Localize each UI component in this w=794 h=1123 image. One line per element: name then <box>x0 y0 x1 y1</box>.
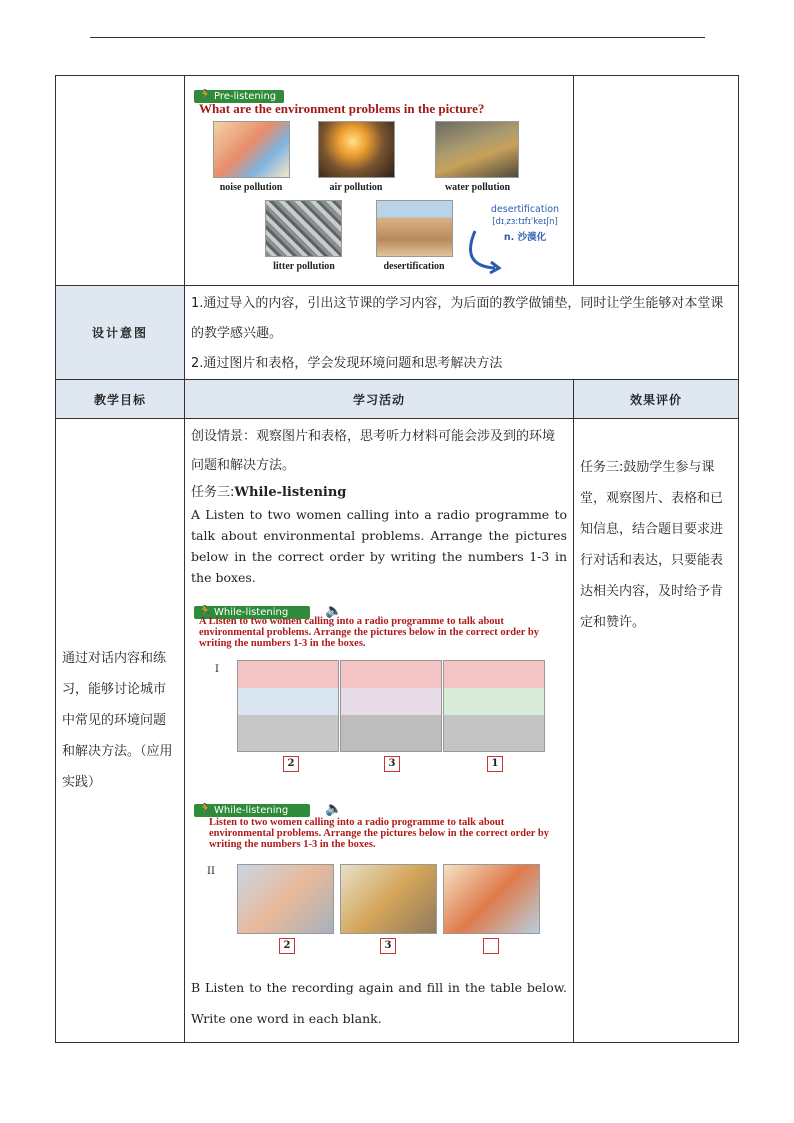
slide2-roman: I <box>215 664 219 675</box>
answer-box: 3 <box>384 756 400 772</box>
vocab-phonetic: [dɪˌzɜːtɪfɪˈkeɪʃn] <box>492 217 558 227</box>
vocab-word: desertification <box>490 204 560 215</box>
header-goal: 教学目标 <box>56 380 185 419</box>
construction-scene-image <box>340 864 437 934</box>
task-name: While-listening <box>234 485 347 500</box>
activity-cell <box>185 419 574 1043</box>
while-tag-2 <box>194 798 343 817</box>
answer-box: 3 <box>380 938 396 954</box>
water-pollution-image <box>435 121 519 178</box>
header-activity: 学习活动 <box>185 380 574 419</box>
answer-box: 2 <box>283 756 299 772</box>
row-prelistening <box>56 76 739 286</box>
empty-cell <box>574 76 739 286</box>
noise-pollution-image <box>213 121 290 178</box>
slide-while-listening-2 <box>185 796 573 966</box>
answer-box: 2 <box>279 938 295 954</box>
runner-icon: 🏃 <box>199 606 212 617</box>
speaker-icon[interactable]: 🔈 <box>325 801 343 817</box>
row-design-intent <box>56 286 739 380</box>
intent-point-2: 2.通过图片和表格，学会发现环境问题和思考解决方法 <box>191 356 503 371</box>
answer-box <box>483 938 499 954</box>
instruction-b: B Listen to the recording again and fill in the table below. Write one word in each blank. <box>191 980 567 1026</box>
traffic-scene-image <box>237 864 334 934</box>
task-prefix: 任务三: <box>191 485 235 500</box>
header-eval: 效果评价 <box>574 380 739 419</box>
slide3-instruction: Listen to two women calling into a radio programme to talk about environmental problems. Arrange the pictures below in the correct order by writing the numbers 1-3 in the boxes. <box>209 817 549 850</box>
row-activity <box>56 419 739 1043</box>
street-scene-3-image <box>443 660 545 752</box>
instruction-a: A Listen to two women calling into a radio programme to talk about environmental problems. Arrange the pictures below in the correct order by writing the numbers 1-3 in the boxes. <box>191 507 567 585</box>
caption-litter: litter pollution <box>273 261 335 272</box>
task-line <box>185 482 573 504</box>
desertification-image <box>376 200 453 257</box>
caption-noise: noise pollution <box>219 182 283 193</box>
design-intent-content <box>185 286 739 380</box>
while-tag-1-label: While-listening <box>214 607 289 618</box>
lesson-table <box>55 75 739 1043</box>
curved-arrow-icon <box>455 226 505 276</box>
noisy-neighbor-image <box>443 864 540 934</box>
scenario-text: 创设情景：观察图片和表格，思考听力材料可能会涉及到的环境问题和解决方法。 <box>191 429 556 473</box>
while-tag-2-label: While-listening <box>214 805 289 816</box>
runner-icon: 🏃 <box>199 804 212 815</box>
goal-cell <box>56 419 185 1043</box>
design-intent-label: 设计意图 <box>56 286 185 380</box>
street-scene-1-image <box>237 660 339 752</box>
header-rule <box>90 37 705 38</box>
slide-prelistening-cell <box>185 76 574 286</box>
intent-point-1: 1.通过导入的内容，引出这节课的学习内容，为后面的教学做铺垫，同时让学生能够对本堂课的教学感兴趣。 <box>191 296 724 341</box>
eval-text: 任务三:鼓励学生参与课堂，观察图片、表格和已知信息，结合题目要求进行对话和表达，只要能表达相关内容，及时给予肯定和赞许。 <box>580 460 724 630</box>
eval-cell <box>574 419 739 1043</box>
caption-air: air pollution <box>329 182 383 193</box>
caption-water: water pollution <box>444 182 511 193</box>
slide-while-listening-1 <box>185 596 573 786</box>
prelistening-tag-label: Pre-listening <box>214 91 277 102</box>
slide3-roman: II <box>207 866 215 877</box>
answer-box: 1 <box>487 756 503 772</box>
row-headers <box>56 380 739 419</box>
slide-question: What are the environment problems in the picture? <box>199 101 485 116</box>
air-pollution-image <box>318 121 395 178</box>
empty-cell <box>56 76 185 286</box>
goal-text: 通过对话内容和练习，能够讨论城市中常见的环境问题和解决方法。（应用实践） <box>62 651 173 790</box>
speaker-icon[interactable]: 🔈 <box>325 603 343 619</box>
vocab-meaning: n. 沙漠化 <box>503 232 547 243</box>
slide2-instruction: A Listen to two women calling into a radio programme to talk about environmental problems. Arrange the pictures below in the correct order by writing the numbers 1-3 in the boxes. <box>199 616 539 649</box>
street-scene-2-image <box>340 660 442 752</box>
litter-pollution-image <box>265 200 342 257</box>
caption-desertification: desertification <box>383 261 445 272</box>
runner-icon: 🏃 <box>199 90 212 101</box>
